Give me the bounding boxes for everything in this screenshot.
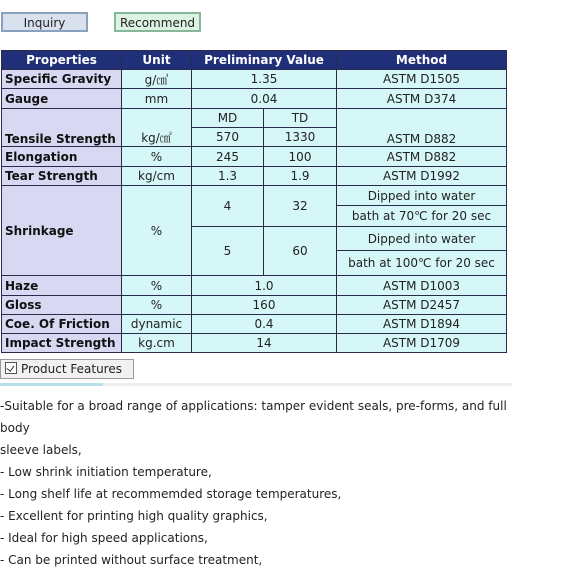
unit-cell: g/㎤ — [122, 70, 192, 89]
table-row — [2, 109, 507, 128]
method-cell: Dipped into water — [337, 186, 507, 206]
td-value: 60 — [264, 227, 337, 276]
feature-line: - Ideal for high speed applications, — [0, 531, 208, 545]
td-value: 1.9 — [264, 167, 337, 186]
product-features-label: Product Features — [21, 362, 122, 376]
feature-line: -Suitable for a broad range of applications: tamper evident seals, pre-forms, and full body — [0, 399, 507, 435]
property-name: Gauge — [2, 89, 122, 109]
property-name: Gloss — [2, 296, 122, 315]
header-method: Method — [337, 51, 507, 70]
value-cell: 1.35 — [192, 70, 337, 89]
method-cell: ASTM D1992 — [337, 167, 507, 186]
md-value: 245 — [192, 147, 264, 167]
table-row — [2, 334, 507, 353]
unit-cell: mm — [122, 89, 192, 109]
md-value: 5 — [192, 227, 264, 276]
header-unit: Unit — [122, 51, 192, 70]
property-name: Coe. Of Friction — [2, 315, 122, 334]
property-name: Shrinkage — [2, 186, 122, 276]
method-cell: Dipped into water — [337, 227, 507, 251]
value-cell: 14 — [192, 334, 337, 353]
feature-line: - Can be printed without surface treatment, — [0, 553, 263, 567]
method-cell: ASTM D1894 — [337, 315, 507, 334]
value-cell: 1.0 — [192, 276, 337, 296]
table-header-row — [2, 51, 507, 70]
method-cell: bath at 100℃ for 20 sec — [337, 251, 507, 276]
feature-line: - Long shelf life at recommemded storage temperatures, — [0, 487, 342, 501]
feature-line: - Low shrink initiation temperature, — [0, 465, 212, 479]
unit-cell: % — [122, 276, 192, 296]
unit-cell: kg.cm — [122, 334, 192, 353]
unit-cell: % — [122, 186, 192, 276]
method-cell: ASTM D374 — [337, 89, 507, 109]
unit-cell: % — [122, 296, 192, 315]
property-name: Haze — [2, 276, 122, 296]
header-preliminary-value: Preliminary Value — [192, 51, 337, 70]
value-cell: 0.4 — [192, 315, 337, 334]
recommend-button[interactable]: Recommend — [114, 12, 201, 32]
checkbox-icon — [5, 362, 17, 374]
property-name: Elongation — [2, 147, 122, 167]
method-cell: ASTM D882 — [337, 147, 507, 167]
md-value: 4 — [192, 186, 264, 227]
md-label: MD — [192, 109, 264, 128]
unit-cell: kg/㎠ — [122, 109, 192, 147]
properties-table — [1, 50, 507, 353]
method-cell: ASTM D1003 — [337, 276, 507, 296]
table-row — [2, 147, 507, 167]
value-cell: 160 — [192, 296, 337, 315]
header-properties: Properties — [2, 51, 122, 70]
feature-line: - Excellent for printing high quality graphics, — [0, 509, 268, 523]
inquiry-button[interactable]: Inquiry — [1, 12, 88, 32]
td-value: 1330 — [264, 128, 337, 147]
section-divider-accent — [0, 383, 103, 386]
td-value: 100 — [264, 147, 337, 167]
method-cell: ASTM D1709 — [337, 334, 507, 353]
property-name: Tear Strength — [2, 167, 122, 186]
table-row — [2, 276, 507, 296]
table-row — [2, 186, 507, 206]
table-row — [2, 296, 507, 315]
method-cell: bath at 70℃ for 20 sec — [337, 206, 507, 227]
value-cell: 0.04 — [192, 89, 337, 109]
property-name: Impact Strength — [2, 334, 122, 353]
table-row — [2, 167, 507, 186]
table-row — [2, 315, 507, 334]
features-list — [0, 395, 520, 571]
unit-cell: % — [122, 147, 192, 167]
table-row — [2, 89, 507, 109]
feature-line: sleeve labels, — [0, 443, 82, 457]
property-name: Specific Gravity — [2, 70, 122, 89]
method-cell: ASTM D1505 — [337, 70, 507, 89]
product-features-button[interactable] — [0, 359, 134, 379]
td-label: TD — [264, 109, 337, 128]
method-cell: ASTM D882 — [337, 109, 507, 147]
method-cell: ASTM D2457 — [337, 296, 507, 315]
property-name: Tensile Strength — [2, 109, 122, 147]
md-value: 1.3 — [192, 167, 264, 186]
td-value: 32 — [264, 186, 337, 227]
unit-cell: dynamic — [122, 315, 192, 334]
unit-cell: kg/cm — [122, 167, 192, 186]
section-divider — [0, 383, 512, 386]
table-row — [2, 70, 507, 89]
md-value: 570 — [192, 128, 264, 147]
